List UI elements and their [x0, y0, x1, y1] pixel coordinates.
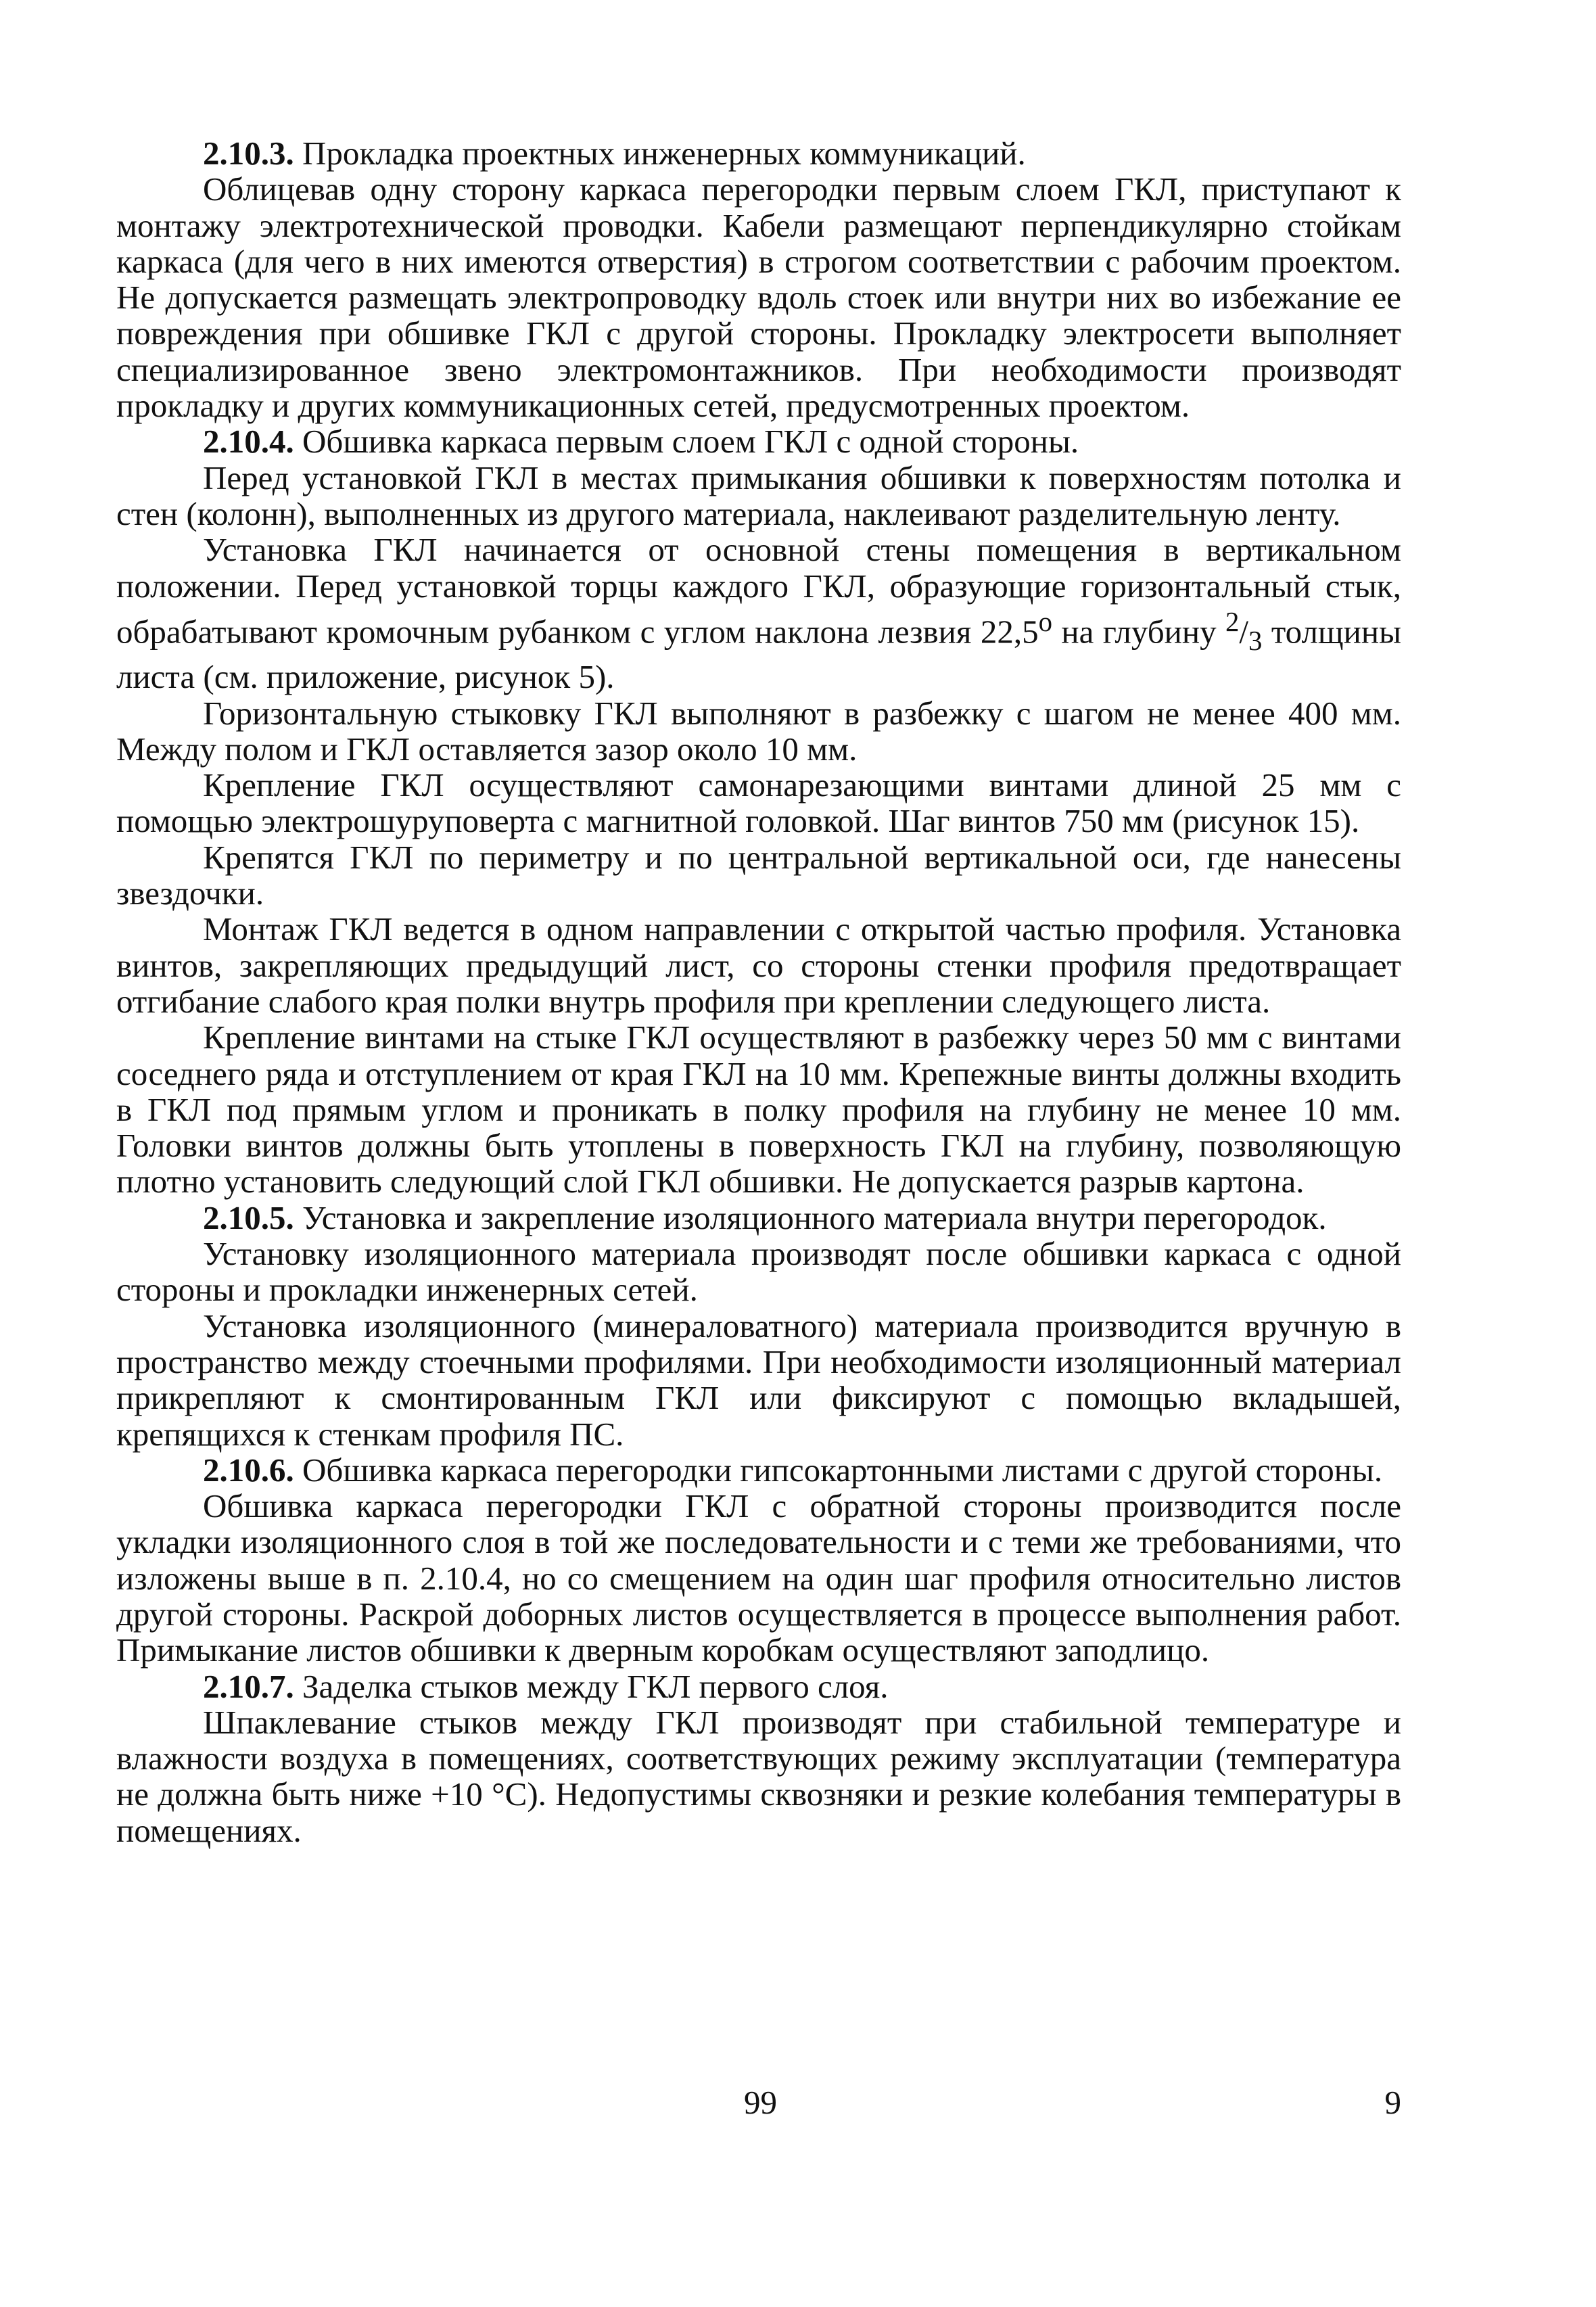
degree-superscript: о — [1038, 606, 1053, 637]
section-number: 2.10.5. — [203, 1198, 294, 1236]
paragraph: Крепление ГКЛ осуществляют самонарезающими винтами длиной 25 мм с помощью электрошуруповерта с магнитной головкой. Шаг винтов 750 мм (рисунок 15). — [116, 766, 1401, 840]
section-heading-2-10-6 — [116, 1452, 1401, 1488]
sheet-number: 9 — [1384, 2084, 1401, 2121]
fraction-denominator: 3 — [1248, 625, 1263, 656]
paragraph: Крепление винтами на стыке ГКЛ осуществляют в разбежку через 50 мм с винтами соседнего ряда и отступлением от края ГКЛ на 10 мм. Крепежные винты должны входить в ГКЛ под прямым углом и проникать в полку профиля на глубину не менее 10 мм. Головки винтов должны быть утоплены в поверхность ГКЛ на глубину, позволяющую плотно установить следующий слой ГКЛ обшивки. Не допускается разрыв картона. — [116, 1019, 1401, 1201]
section-number: 2.10.4. — [203, 423, 294, 461]
section-heading-2-10-3 — [116, 135, 1401, 171]
fraction-slash: / — [1239, 613, 1249, 651]
section-number: 2.10.3. — [203, 135, 294, 172]
paragraph: Горизонтальную стыковку ГКЛ выполняют в разбежку с шагом не менее 400 мм. Между полом и ГКЛ оставляется зазор около 10 мм. — [116, 694, 1401, 768]
section-number: 2.10.6. — [203, 1451, 294, 1489]
paragraph: Облицевав одну сторону каркаса перегородки первым слоем ГКЛ, приступают к монтажу электротехнической проводки. Кабели размещают перпендикулярно стойкам каркаса (для чего в них имеются отверстия) в строгом соответствии с рабочим проектом. Не допускается размещать электропроводку вдоль стоек или внутри них во избежание ее повреждения при обшивке ГКЛ с другой стороны. Прокладку электросети выполняет специализированное звено электромонтажников. При необходимости производят прокладку и других коммуникационных сетей, предусмотренных проектом. — [116, 170, 1401, 425]
paragraph: Шпаклевание стыков между ГКЛ производят при стабильной температуре и влажности воздуха в помещениях, соответствующих режиму эксплуатации (температура не должна быть ниже +10 °С). Недопустимы сквозняки и резкие колебания температуры в помещениях. — [116, 1703, 1401, 1849]
paragraph-text: на глубину — [1052, 613, 1225, 651]
section-title: Установка и закрепление изоляционного материала внутри перегородок. — [302, 1198, 1327, 1236]
paragraph — [116, 532, 1401, 695]
paragraph: Установка изоляционного (минераловатного) материала производится вручную в пространство между стоечными профилями. При необходимости изоляционный материал прикрепляют к смонтированным ГКЛ или фиксируют с помощью вкладышей, крепящихся к стенкам профиля ПС. — [116, 1307, 1401, 1453]
section-title: Прокладка проектных инженерных коммуникаций. — [302, 135, 1026, 172]
section-heading-2-10-7 — [116, 1669, 1401, 1704]
section-title: Заделка стыков между ГКЛ первого слоя. — [302, 1667, 889, 1705]
paragraph-text: толщины листа (см. приложение, рисунок 5). — [116, 613, 1402, 696]
paragraph: Перед установкой ГКЛ в местах примыкания обшивки к поверхностям потолка и стен (колонн), выполненных из другого материала, наклеивают разделительную ленту. — [116, 459, 1401, 532]
page-number: 99 — [744, 2084, 777, 2121]
page-footer — [116, 2083, 1401, 2124]
section-title: Обшивка каркаса первым слоем ГКЛ с одной стороны. — [302, 423, 1079, 461]
paragraph: Установку изоляционного материала производят после обшивки каркаса с одной стороны и прокладки инженерных сетей. — [116, 1235, 1401, 1309]
paragraph: Монтаж ГКЛ ведется в одном направлении с открытой частью профиля. Установка винтов, закрепляющих предыдущий лист, со стороны стенки профиля предотвращает отгибание слабого края полки внутрь профиля при креплении следующего листа. — [116, 910, 1401, 1020]
section-heading-2-10-4 — [116, 423, 1401, 459]
paragraph: Обшивка каркаса перегородки ГКЛ с обратной стороны производится после укладки изоляционного слоя в той же последовательности и с теми же требованиями, что изложены выше в п. 2.10.4, но со смещением на один шаг профиля относительно листов другой стороны. Раскрой доборных листов осуществляется в процессе выполнения работ. Примыкание листов обшивки к дверным коробкам осуществляют заподлицо. — [116, 1487, 1401, 1669]
fraction-numerator: 2 — [1225, 606, 1240, 637]
paragraph-text: Установка ГКЛ начинается от основной стены помещения в вертикальном положении. Перед установкой торцы каждого ГКЛ, образующие горизонтальный стык, обрабатывают кромочным рубанком с углом наклона лезвия 22,5 — [116, 531, 1401, 651]
section-title: Обшивка каркаса перегородки гипсокартонными листами с другой стороны. — [302, 1451, 1383, 1489]
paragraph: Крепятся ГКЛ по периметру и по центральной вертикальной оси, где нанесены звездочки. — [116, 838, 1401, 912]
section-heading-2-10-5 — [116, 1200, 1401, 1236]
section-number: 2.10.7. — [203, 1667, 294, 1705]
document-body — [116, 135, 1401, 1848]
